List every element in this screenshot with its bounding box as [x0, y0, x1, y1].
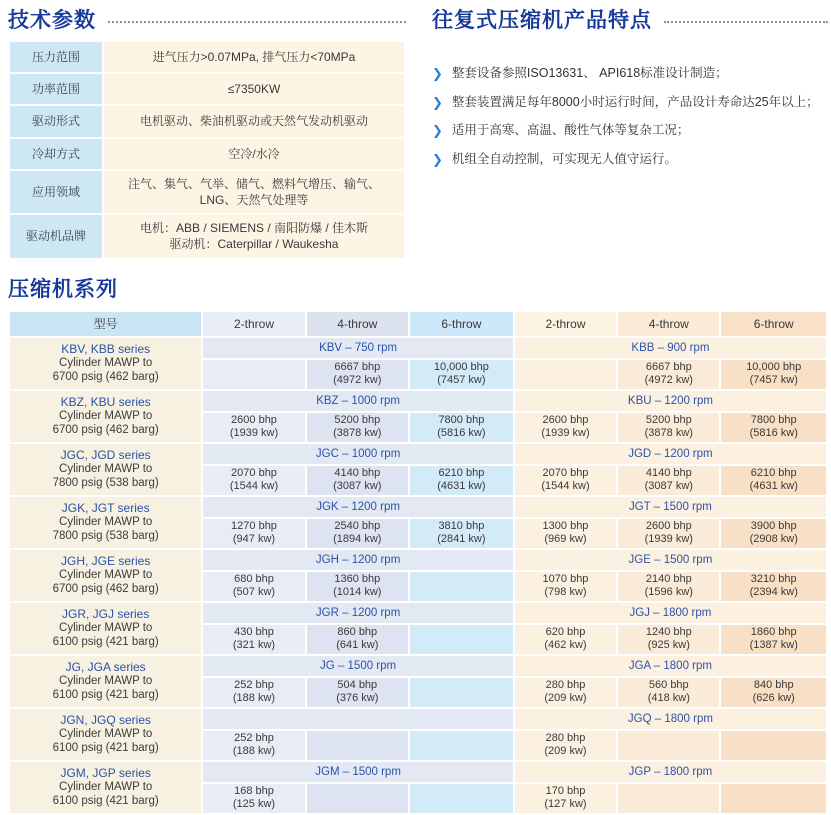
power-cell	[307, 466, 408, 495]
bhp-value: 840 bhp	[753, 679, 794, 692]
mawp-line2: 6700 psig (462 barg)	[52, 423, 159, 436]
param-row	[10, 139, 404, 169]
bhp-value: 252 bhp	[234, 679, 274, 692]
kw-value: (209 kw)	[544, 745, 587, 757]
mawp-line2: 6100 psig (421 barg)	[52, 688, 159, 701]
mawp-line2: 7800 psig (538 barg)	[52, 476, 159, 489]
series-title: 压缩机系列	[8, 277, 118, 301]
power-cell	[721, 572, 826, 601]
bhp-value: 2600 bhp	[645, 520, 692, 533]
chevron-right-icon: ❯	[432, 66, 443, 81]
features-list	[432, 66, 828, 168]
left-rpm-header: JG – 1500 rpm	[203, 656, 513, 676]
param-value-line1: 电机：ABB / SIEMENS / 南阳防爆 / 佳木斯	[139, 221, 369, 236]
power-cell	[410, 784, 513, 813]
kw-value: (3878 kw)	[333, 427, 382, 439]
power-cell	[721, 519, 826, 548]
mawp-line2: 6700 psig (462 barg)	[52, 582, 159, 595]
power-cell	[618, 678, 719, 707]
right-rpm-header: JGQ – 1800 rpm	[515, 709, 826, 729]
power-cell	[203, 784, 304, 813]
bhp-value: 7800 bhp	[438, 414, 485, 427]
series-row-group	[10, 497, 826, 548]
power-cell	[203, 625, 304, 654]
series-row-group	[10, 709, 826, 760]
col-header-model: 型号	[10, 312, 201, 336]
rpm-header-row	[10, 391, 826, 411]
bhp-value: 504 bhp	[337, 679, 378, 692]
top-section	[8, 4, 828, 260]
power-cell	[515, 625, 616, 654]
right-rpm-header: JGJ – 1800 rpm	[515, 603, 826, 623]
feature-text: 机组全自动控制，可实现无人值守运行。	[451, 151, 677, 166]
param-label: 功率范围	[10, 74, 102, 104]
series-name: JGC, JGD series	[60, 447, 151, 462]
rpm-header-row	[10, 338, 826, 358]
param-value	[104, 215, 404, 257]
features-title-row	[432, 4, 828, 34]
kw-value: (2841 kw)	[437, 533, 486, 545]
col-header-6throw-right: 6-throw	[721, 312, 826, 336]
mawp-line2: 6700 psig (462 barg)	[52, 370, 159, 383]
kw-value: (1939 kw)	[644, 533, 693, 545]
power-cell	[721, 466, 826, 495]
bhp-value: 620 bhp	[545, 626, 586, 639]
param-label: 驱动形式	[10, 106, 102, 136]
mawp-line2: 6100 psig (421 barg)	[52, 741, 159, 754]
power-cell	[618, 625, 719, 654]
feature-item	[432, 95, 828, 111]
mawp-line1: Cylinder MAWP to	[59, 515, 153, 528]
param-value	[104, 74, 404, 104]
kw-value: (507 kw)	[232, 586, 276, 598]
bhp-value: 168 bhp	[234, 785, 274, 798]
kw-value: (1939 kw)	[541, 427, 590, 439]
kw-value: (188 kw)	[232, 692, 276, 704]
kw-value: (376 kw)	[336, 692, 379, 704]
tech-params-title-row	[8, 4, 406, 34]
kw-value: (3878 kw)	[644, 427, 693, 439]
kw-value: (626 kw)	[752, 692, 795, 704]
feature-text: 整套设备参照ISO13631、 API618标准设计制造；	[451, 66, 728, 80]
power-cell	[515, 731, 616, 760]
kw-value: (925 kw)	[647, 639, 690, 651]
series-name: JGH, JGE series	[60, 553, 151, 568]
model-cell	[10, 656, 201, 707]
power-cell	[307, 572, 408, 601]
bhp-value: 5200 bhp	[645, 414, 692, 427]
bhp-value: 6210 bhp	[750, 467, 797, 480]
kw-value: (5816 kw)	[749, 427, 798, 439]
power-cell	[307, 413, 408, 442]
kw-value: (947 kw)	[232, 533, 276, 545]
power-cell	[515, 678, 616, 707]
series-name: JGM, JGP series	[60, 765, 151, 780]
col-header-4throw-right: 4-throw	[618, 312, 719, 336]
param-row	[10, 106, 404, 136]
kw-value: (418 kw)	[647, 692, 690, 704]
rpm-header-row	[10, 497, 826, 517]
bhp-value: 252 bhp	[234, 732, 274, 745]
kw-value: (209 kw)	[544, 692, 587, 704]
param-value-line2: 驱动机：Caterpillar / Waukesha	[169, 237, 339, 252]
right-rpm-header: JGE – 1500 rpm	[515, 550, 826, 570]
power-cell	[515, 466, 616, 495]
dotted-rule	[664, 21, 828, 23]
power-cell	[618, 360, 719, 389]
bhp-value: 560 bhp	[648, 679, 689, 692]
bhp-value: 4140 bhp	[334, 467, 381, 480]
left-rpm-header: KBZ – 1000 rpm	[203, 391, 513, 411]
mawp-line1: Cylinder MAWP to	[59, 462, 153, 475]
param-value-line1: 电机驱动、柴油机驱动或天然气发动机驱动	[139, 114, 368, 129]
power-cell	[721, 678, 826, 707]
left-rpm-header	[203, 709, 513, 729]
kw-value: (1544 kw)	[541, 480, 590, 492]
power-cell	[307, 360, 408, 389]
power-cell	[307, 519, 408, 548]
left-rpm-header: JGH – 1200 rpm	[203, 550, 513, 570]
bhp-value: 680 bhp	[234, 573, 274, 586]
bhp-value: 10,000 bhp	[746, 361, 802, 374]
bhp-value: 10,000 bhp	[433, 361, 489, 374]
power-cell	[410, 360, 513, 389]
feature-text: 适用于高寒、高温、酸性气体等复杂工况；	[451, 123, 690, 138]
model-cell	[10, 550, 201, 601]
left-rpm-header: KBV – 750 rpm	[203, 338, 513, 358]
series-row-group	[10, 444, 826, 495]
bhp-value: 1360 bhp	[334, 573, 381, 586]
chevron-right-icon: ❯	[432, 94, 443, 110]
series-row-group	[10, 550, 826, 601]
mawp-line2: 6100 psig (421 barg)	[52, 794, 159, 807]
power-cell	[307, 625, 408, 654]
power-cell	[203, 731, 304, 760]
power-cell	[203, 466, 304, 495]
tech-params-table	[8, 40, 406, 260]
param-row	[10, 74, 404, 104]
power-cell	[515, 784, 616, 813]
power-cell	[410, 625, 513, 654]
right-rpm-header: JGP – 1800 rpm	[515, 762, 826, 782]
power-cell	[721, 625, 826, 654]
kw-value: (127 kw)	[544, 798, 587, 810]
bhp-value: 280 bhp	[545, 679, 586, 692]
mawp-line2: 6100 psig (421 barg)	[52, 635, 159, 648]
right-rpm-header: KBB – 900 rpm	[515, 338, 826, 358]
bhp-value: 280 bhp	[545, 732, 586, 745]
kw-value: (641 kw)	[336, 639, 379, 651]
kw-value: (1894 kw)	[333, 533, 382, 545]
mawp-line1: Cylinder MAWP to	[59, 568, 153, 581]
power-cell	[410, 413, 513, 442]
power-cell	[307, 678, 408, 707]
left-rpm-header: JGK – 1200 rpm	[203, 497, 513, 517]
power-cell	[515, 519, 616, 548]
rpm-header-row	[10, 762, 826, 782]
power-cell	[515, 360, 616, 389]
series-row-group	[10, 338, 826, 389]
param-value-line1: 空冷/水冷	[228, 146, 280, 161]
kw-value: (1014 kw)	[333, 586, 382, 598]
rpm-header-row	[10, 444, 826, 464]
model-cell	[10, 338, 201, 389]
series-title-row	[8, 273, 828, 303]
param-label: 驱动机品牌	[10, 215, 102, 257]
col-header-4throw-left: 4-throw	[307, 312, 408, 336]
power-cell	[721, 360, 826, 389]
power-cell	[203, 360, 304, 389]
features-title: 往复式压缩机产品特点	[432, 9, 652, 32]
col-header-6throw-left: 6-throw	[410, 312, 513, 336]
param-value-line1: 注气、集气、气举、储气、燃料气增压、输气、LNG、天然气处理等	[127, 176, 380, 207]
power-cell	[410, 466, 513, 495]
rpm-header-row	[10, 656, 826, 676]
param-value-line1: ≤7350KW	[227, 82, 281, 97]
series-row-group	[10, 391, 826, 442]
dotted-rule	[108, 21, 406, 23]
power-cell	[307, 784, 408, 813]
col-header-2throw-left: 2-throw	[203, 312, 304, 336]
param-label: 应用领域	[10, 171, 102, 213]
kw-value: (3087 kw)	[644, 480, 693, 492]
series-row-group	[10, 762, 826, 813]
kw-value: (4972 kw)	[644, 374, 693, 386]
bhp-value: 1270 bhp	[231, 520, 277, 533]
param-label: 压力范围	[10, 42, 102, 72]
bhp-value: 170 bhp	[545, 785, 586, 798]
power-cell	[203, 413, 304, 442]
model-cell	[10, 709, 201, 760]
bhp-value: 1240 bhp	[645, 626, 692, 639]
features-section	[406, 4, 828, 260]
bhp-value: 6210 bhp	[438, 467, 485, 480]
series-row-group	[10, 656, 826, 707]
power-cell	[721, 784, 826, 813]
bhp-value: 430 bhp	[234, 626, 274, 639]
kw-value: (4972 kw)	[333, 374, 382, 386]
col-header-2throw-right: 2-throw	[515, 312, 616, 336]
mawp-line1: Cylinder MAWP to	[59, 356, 153, 369]
series-name: JGK, JGT series	[61, 500, 150, 515]
power-cell	[203, 519, 304, 548]
param-label: 冷却方式	[10, 139, 102, 169]
mawp-line1: Cylinder MAWP to	[59, 621, 153, 634]
chevron-right-icon: ❯	[432, 151, 443, 167]
chevron-right-icon: ❯	[432, 123, 443, 139]
tech-params-title: 技术参数	[8, 9, 96, 32]
bhp-value: 2070 bhp	[231, 467, 277, 480]
kw-value: (2908 kw)	[749, 533, 798, 545]
power-cell	[618, 572, 719, 601]
series-name: KBV, KBB series	[61, 341, 151, 356]
series-name: JGN, JGQ series	[60, 712, 152, 727]
power-cell	[203, 678, 304, 707]
kw-value: (321 kw)	[232, 639, 276, 651]
model-cell	[10, 391, 201, 442]
param-row	[10, 215, 404, 257]
series-row-group	[10, 603, 826, 654]
kw-value: (5816 kw)	[437, 427, 486, 439]
power-cell	[410, 519, 513, 548]
kw-value: (462 kw)	[544, 639, 587, 651]
left-rpm-header: JGC – 1000 rpm	[203, 444, 513, 464]
feature-item	[432, 66, 828, 82]
tech-params-section	[8, 4, 406, 260]
power-cell	[618, 466, 719, 495]
param-value	[104, 139, 404, 169]
feature-text: 整套装置满足每年8000小时运行时间，产品设计寿命达25年以上；	[451, 94, 819, 109]
power-cell	[618, 784, 719, 813]
bhp-value: 2600 bhp	[231, 414, 277, 427]
left-rpm-header: JGM – 1500 rpm	[203, 762, 513, 782]
power-cell	[307, 731, 408, 760]
param-value-line1: 进气压力>0.07MPa, 排气压力<70MPa	[152, 50, 356, 64]
kw-value: (2394 kw)	[749, 586, 798, 598]
bhp-value: 1300 bhp	[542, 520, 589, 533]
bhp-value: 5200 bhp	[334, 414, 381, 427]
mawp-line1: Cylinder MAWP to	[59, 409, 153, 422]
model-cell	[10, 497, 201, 548]
power-cell	[618, 519, 719, 548]
series-name: JG, JGA series	[65, 659, 146, 674]
bhp-value: 2600 bhp	[542, 414, 589, 427]
model-cell	[10, 444, 201, 495]
feature-item	[432, 123, 828, 139]
bhp-value: 6667 bhp	[334, 361, 381, 374]
power-cell	[515, 413, 616, 442]
kw-value: (1387 kw)	[749, 639, 798, 651]
param-row	[10, 42, 404, 72]
mawp-line2: 7800 psig (538 barg)	[52, 529, 159, 542]
kw-value: (4631 kw)	[437, 480, 486, 492]
model-cell	[10, 762, 201, 813]
kw-value: (7457 kw)	[437, 374, 486, 386]
kw-value: (1544 kw)	[229, 480, 279, 492]
series-header-row	[10, 312, 826, 336]
series-table-header	[10, 312, 826, 336]
kw-value: (7457 kw)	[749, 374, 798, 386]
kw-value: (3087 kw)	[333, 480, 382, 492]
bhp-value: 7800 bhp	[750, 414, 797, 427]
bhp-value: 3810 bhp	[438, 520, 485, 533]
kw-value: (1596 kw)	[644, 586, 693, 598]
param-value	[104, 171, 404, 213]
bhp-value: 3210 bhp	[750, 573, 797, 586]
right-rpm-header: JGT – 1500 rpm	[515, 497, 826, 517]
model-cell	[10, 603, 201, 654]
bhp-value: 2140 bhp	[645, 573, 692, 586]
mawp-line1: Cylinder MAWP to	[59, 727, 153, 740]
series-table	[8, 310, 828, 815]
series-name: KBZ, KBU series	[60, 394, 151, 409]
bhp-value: 1860 bhp	[750, 626, 797, 639]
power-cell	[721, 731, 826, 760]
mawp-line1: Cylinder MAWP to	[59, 674, 153, 687]
bhp-value: 2540 bhp	[334, 520, 381, 533]
power-cell	[410, 678, 513, 707]
left-rpm-header: JGR – 1200 rpm	[203, 603, 513, 623]
kw-value: (1939 kw)	[229, 427, 279, 439]
power-cell	[515, 572, 616, 601]
right-rpm-header: KBU – 1200 rpm	[515, 391, 826, 411]
param-row	[10, 171, 404, 213]
kw-value: (969 kw)	[544, 533, 587, 545]
right-rpm-header: JGA – 1800 rpm	[515, 656, 826, 676]
power-cell	[410, 572, 513, 601]
power-cell	[203, 572, 304, 601]
bhp-value: 4140 bhp	[645, 467, 692, 480]
param-value	[104, 42, 404, 72]
feature-item	[432, 152, 828, 168]
bhp-value: 1070 bhp	[542, 573, 589, 586]
bhp-value: 2070 bhp	[542, 467, 589, 480]
rpm-header-row	[10, 550, 826, 570]
power-cell	[618, 731, 719, 760]
power-cell	[721, 413, 826, 442]
power-cell	[410, 731, 513, 760]
kw-value: (188 kw)	[232, 745, 276, 757]
right-rpm-header: JGD – 1200 rpm	[515, 444, 826, 464]
rpm-header-row	[10, 603, 826, 623]
kw-value: (125 kw)	[232, 798, 276, 810]
bhp-value: 3900 bhp	[750, 520, 797, 533]
rpm-header-row	[10, 709, 826, 729]
mawp-line1: Cylinder MAWP to	[59, 780, 153, 793]
bhp-value: 860 bhp	[337, 626, 378, 639]
series-name: JGR, JGJ series	[61, 606, 150, 621]
param-value	[104, 106, 404, 136]
power-cell	[618, 413, 719, 442]
kw-value: (798 kw)	[544, 586, 587, 598]
bhp-value: 6667 bhp	[645, 361, 692, 374]
kw-value: (4631 kw)	[749, 480, 798, 492]
